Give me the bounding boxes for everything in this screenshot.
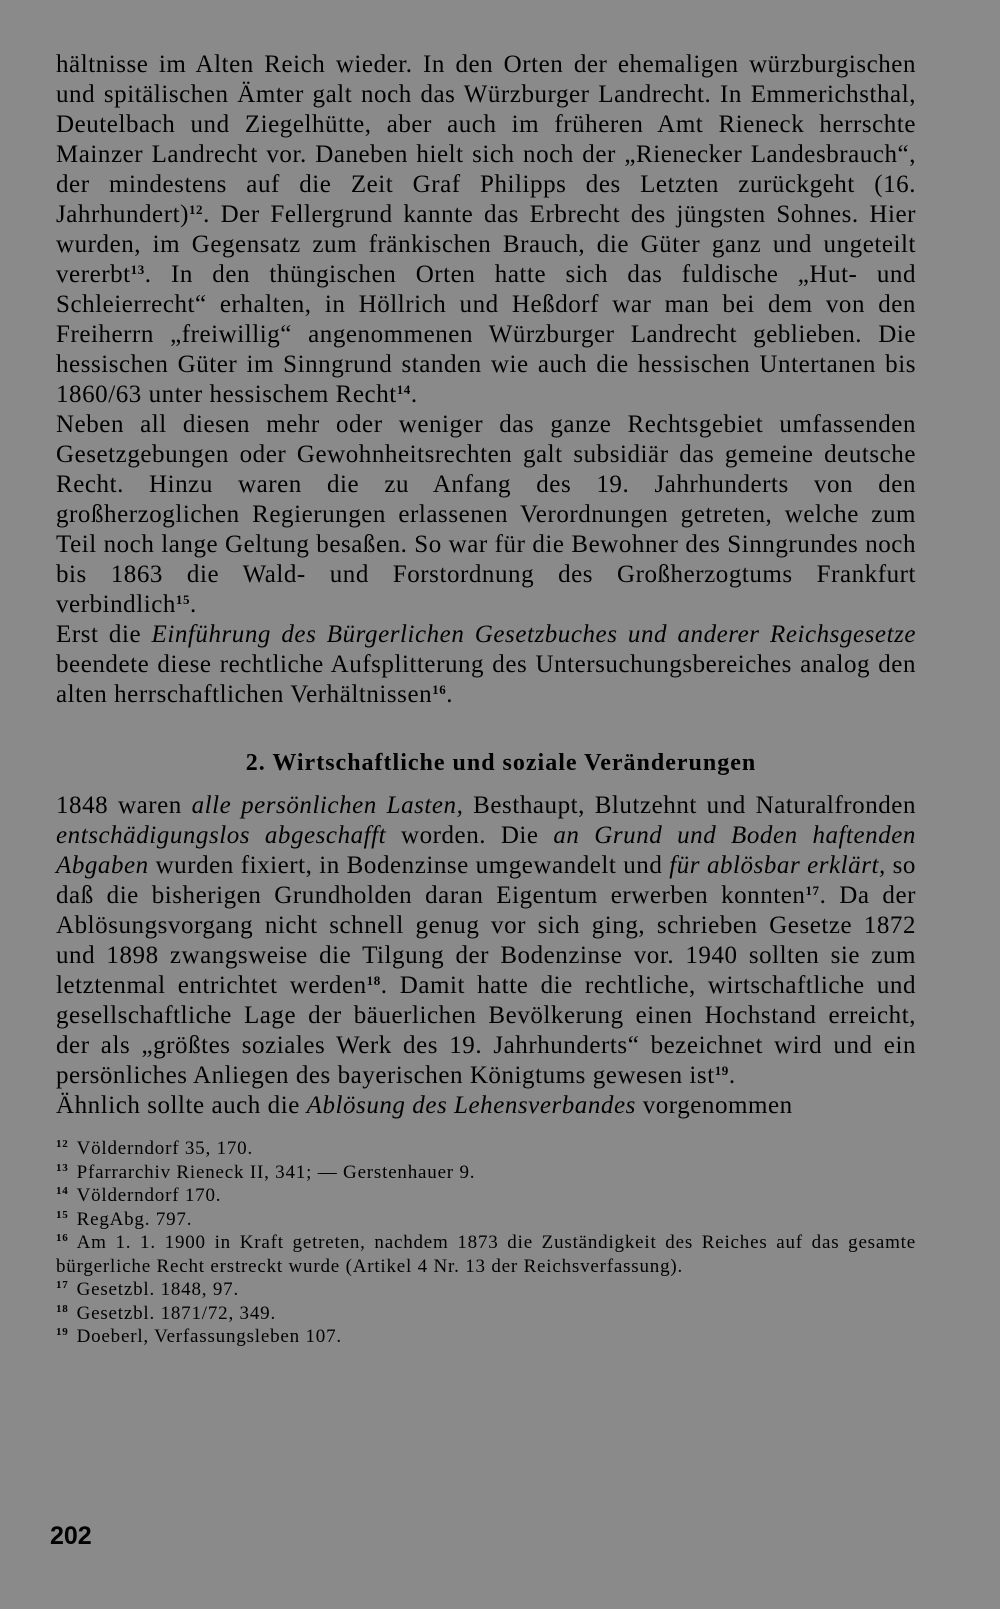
footnote-text: Völderndorf 170. (76, 1185, 222, 1206)
text-run: . In den thüngischen Orten hatte sich das fuldische „Hut- und Schleierrecht“ erhalten, in Höllrich und Heßdorf war man bei dem von den Freiherrn „freiwillig“ angenommenen Würzburger Landrecht geblieben. Die hessischen Güter im Sinngrund standen wie auch die hessischen Untertanen bis 1860/63 unter hessischem Recht (56, 261, 916, 408)
text-run: Neben all diesen mehr oder weniger das ganze Rechtsgebiet umfassenden Gesetzgebungen oder Gewohnheitsrechten galt subsidiär das gemeine deutsche Recht. Hinzu waren die zu Anfang des 19. Jahrhunderts von den großherzoglichen Regierungen erlassenen Verordnungen getreten, welche zum Teil noch lange Geltung besaßen. So war für die Bewohner des Sinngrundes noch bis 1863 die Wald- und Forstordnung des Großherzogtums Frankfurt verbindlich (56, 411, 916, 618)
footnote (56, 1302, 916, 1326)
text-run: so daß die bisherigen Grundholden daran Eigentum erwerben konnten (56, 852, 916, 909)
text-run: . Damit hatte die rechtliche, wirtschaftliche und gesellschaftliche Lage der bäuerlichen Bevölkerung einen Hochstand erreicht, der als „größtes soziales Werk des 19. Jahrhunderts“ bezeichnet wird und ein persönliches Anliegen des bayerischen Königtums gewesen ist (56, 972, 916, 1089)
text-run: vorgenommen (635, 1092, 793, 1119)
footnote-ref-19[interactable]: 19 (714, 1063, 729, 1078)
footnote-text: Pfarrarchiv Rieneck II, 341; — Gerstenhauer 9. (76, 1161, 476, 1183)
footnote-ref-15[interactable]: 15 (175, 592, 191, 607)
footnote-number: 16 (56, 1232, 69, 1244)
paragraph-feudal-dissolution (56, 1091, 916, 1121)
footnotes-block (56, 1137, 916, 1349)
footnote-text: Gesetzbl. 1871/72, 349. (76, 1302, 277, 1324)
text-run: . (190, 591, 197, 618)
footnote (56, 1208, 916, 1232)
paragraph-abolition-of-burdens (56, 791, 916, 1091)
emphasis-text: Ablösung des Lehensverbandes (306, 1092, 636, 1119)
emphasis-text: Einführung des Bürgerlichen Gesetzbuches und anderer Reichsgesetze (151, 621, 917, 648)
footnote-ref-17[interactable]: 17 (805, 883, 820, 898)
footnote-ref-12[interactable]: 12 (188, 202, 204, 217)
footnote-number: 13 (56, 1161, 69, 1174)
text-run: . (446, 681, 454, 708)
footnote-text: Doeberl, Verfassungsleben 107. (76, 1326, 342, 1347)
footnote-number: 19 (56, 1326, 69, 1338)
footnote-number: 14 (56, 1185, 69, 1197)
section-heading: 2. Wirtschaftliche und soziale Veränderungen (245, 750, 757, 776)
text-run: worden. Die (386, 822, 554, 849)
footnote-number: 17 (56, 1279, 69, 1291)
text-run: Besthaupt, Blutzehnt und Naturalfronden (463, 792, 916, 819)
text-run: beendete diese rechtliche Aufsplitterung des Untersuchungsbereiches analog den alten herrschaftlichen Verhältnissen (56, 651, 916, 708)
emphasis-text: alle persönlichen Lasten, (191, 792, 464, 819)
footnote-number: 18 (56, 1302, 69, 1315)
footnote-number: 12 (56, 1138, 69, 1150)
text-run: 1848 waren (56, 792, 192, 819)
footnote-text: Am 1. 1. 1900 in Kraft getreten, nachdem 1873 die Zuständigkeit des Reiches auf das gesamte bürgerliche Recht erstreckt wurde (Artikel 4 Nr. 13 der Reichsverfassung). (56, 1232, 916, 1277)
footnote (56, 1231, 916, 1278)
footnote-ref-13[interactable]: 13 (130, 262, 145, 277)
footnote-text: RegAbg. 797. (76, 1208, 193, 1230)
footnote (56, 1278, 916, 1302)
text-run: wurden fixiert, in Bodenzinse umgewandelt und (148, 852, 670, 879)
footnote-ref-18[interactable]: 18 (366, 973, 381, 988)
text-run: . (728, 1062, 736, 1089)
paragraph-common-law (56, 410, 916, 620)
footnote-ref-14[interactable]: 14 (396, 382, 411, 397)
emphasis-text: an Grund und Boden haftenden Abgaben (56, 822, 916, 879)
paragraph-legal-systems (56, 50, 916, 410)
text-run: Erst die (56, 621, 152, 648)
text-run: . Da der Ablösungsvorgang nicht schnell genug vor sich ging, schrieben Gesetze 1872 und 1898 zwangsweise die Tilgung der Bodenzinse vor. 1940 sollten sie zum letztenmal entrichtet werden (56, 882, 916, 999)
text-run: . Der Fellergrund kannte das Erbrecht des jüngsten Sohnes. Hier wurden, im Gegensatz zum fränkischen Brauch, die Güter ganz und ungeteilt vererbt (56, 201, 916, 288)
emphasis-text: für ablösbar erklärt, (669, 852, 886, 879)
page-body (56, 50, 916, 1349)
footnote (56, 1161, 916, 1185)
footnote (56, 1137, 916, 1161)
emphasis-text: entschädigungslos abgeschafft (56, 822, 387, 849)
footnote (56, 1184, 916, 1208)
footnote-text: Völderndorf 35, 170. (76, 1138, 254, 1159)
text-run: . (410, 381, 418, 408)
footnote-text: Gesetzbl. 1848, 97. (76, 1279, 240, 1300)
paragraph-bgb-introduction (56, 620, 916, 710)
footnote (56, 1325, 916, 1349)
page-number: 202 (50, 1522, 92, 1550)
footnote-ref-16[interactable]: 16 (432, 682, 447, 697)
text-run: Ähnlich sollte auch die (56, 1092, 307, 1119)
text-run: hältnisse im Alten Reich wieder. In den Orten der ehemaligen würzburgischen und spitälischen Ämter galt noch das Würzburger Landrecht. In Emmerichsthal, Deutelbach und Ziegelhütte, aber auch im früheren Amt Rieneck herrschte Mainzer Landrecht vor. Daneben hielt sich noch der „Rienecker Landesbrauch“, der mindestens auf die Zeit Graf Philipps des Letzten zurückgeht (16. Jahrhundert) (56, 51, 916, 228)
footnote-number: 15 (56, 1208, 69, 1221)
